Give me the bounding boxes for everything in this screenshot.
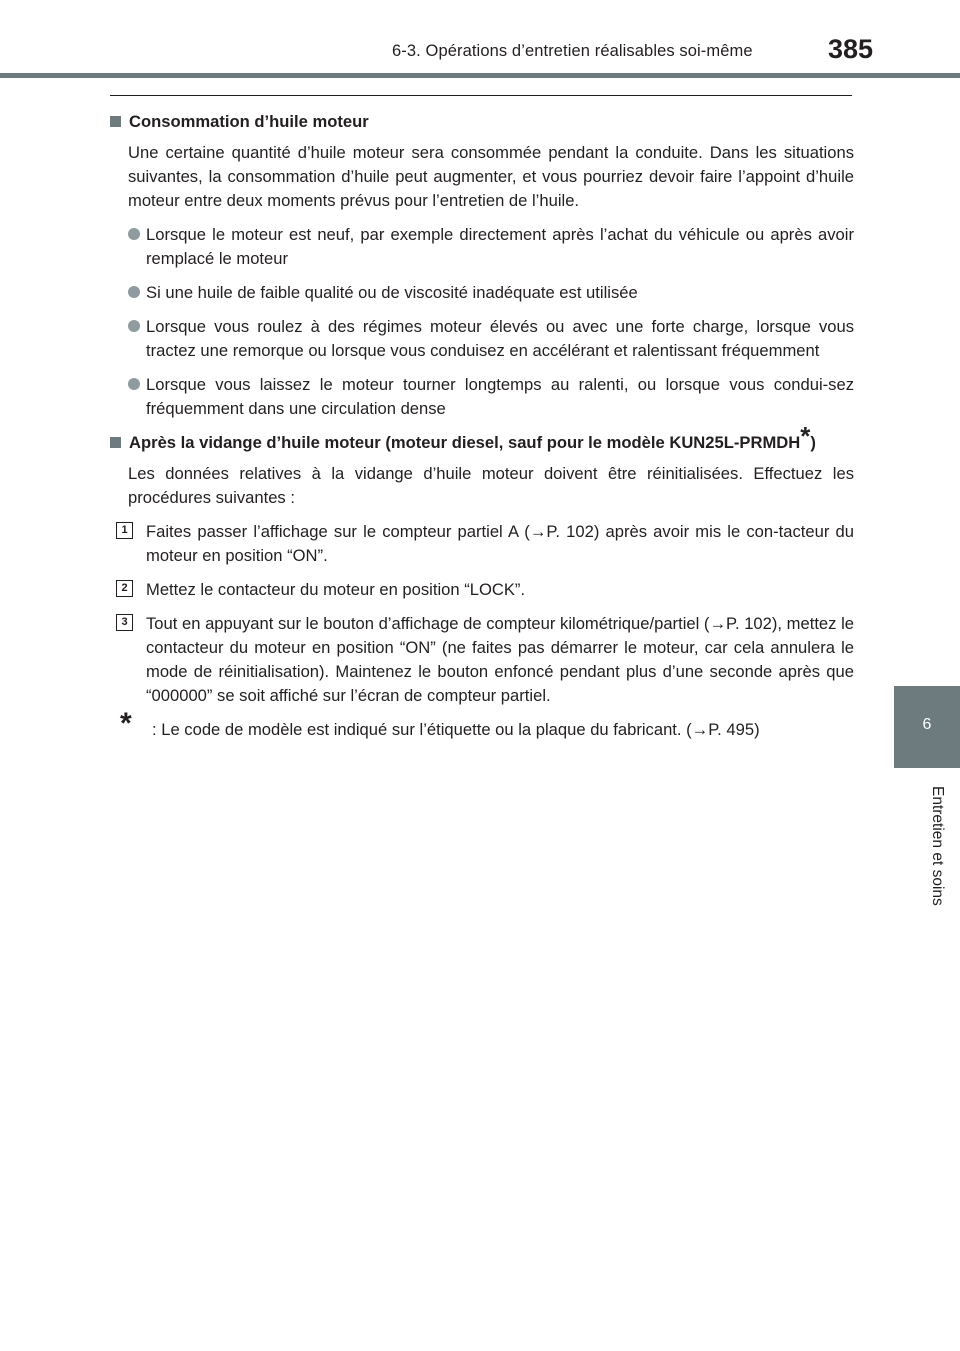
- circle-bullet-icon: [128, 286, 140, 298]
- footnote: [110, 707, 854, 742]
- step-text: Tout en appuyant sur le bouton d’affichage de compteur kilométrique/partiel (→P. 102), mettez le contacteur du moteur en position “ON” (ne faites pas démarrer le moteur, car cela annulera le mode de réinitialisation). Maintenez le bouton enfoncé pendant plus d’une seconde après que “000000” se soit affiché sur l’écran de compteur partiel.: [146, 614, 854, 705]
- procedure-step: [110, 520, 854, 568]
- step-number-badge: 3: [116, 614, 133, 631]
- page-header: [0, 0, 960, 80]
- chapter-label-container: [926, 786, 946, 926]
- page-content: [110, 110, 854, 742]
- list-item: [110, 223, 854, 271]
- step-number-badge: 1: [116, 522, 133, 539]
- circle-bullet-icon: [128, 320, 140, 332]
- section-intro: Une certaine quantité d’huile moteur sera consommée pendant la conduite. Dans les situations suivantes, la consommation d’huile peut augmenter, et vous pourriez devoir faire l’appoint d’huile moteur entre deux moments prévus pour l’entretien de l’huile.: [128, 143, 854, 210]
- header-rule: [0, 73, 960, 78]
- chapter-label: Entretien et soins: [929, 786, 946, 906]
- content-top-rule: [110, 95, 852, 96]
- section-title: 6-3. Opérations d’entretien réalisables soi-même: [392, 42, 753, 60]
- section-intro: Les données relatives à la vidange d’huile moteur doivent être réinitialisées. Effectuez les procédures suivantes :: [128, 464, 854, 507]
- step-text: Mettez le contacteur du moteur en position “LOCK”.: [146, 580, 526, 599]
- list-item: [110, 315, 854, 363]
- asterisk-mark: *: [120, 707, 132, 740]
- list-item-text: Lorsque le moteur est neuf, par exemple directement après l’achat du véhicule ou après avoir remplacé le moteur: [146, 225, 854, 268]
- procedure-step: [110, 578, 854, 602]
- list-item-text: Si une huile de faible qualité ou de viscosité inadéquate est utilisée: [146, 283, 638, 302]
- circle-bullet-icon: [128, 228, 140, 240]
- square-bullet-icon: [110, 116, 121, 127]
- chapter-tab[interactable]: [894, 686, 960, 768]
- heading-text: Consommation d’huile moteur: [129, 112, 369, 131]
- footnote-text: : Le code de modèle est indiqué sur l’étiquette ou la plaque du fabricant. (→P. 495): [152, 720, 760, 739]
- section-heading-oil-change-reset: [110, 421, 854, 455]
- asterisk-mark: *: [800, 421, 811, 452]
- heading-close: ): [810, 433, 816, 452]
- list-item-text: Lorsque vous roulez à des régimes moteur élevés ou avec une forte charge, lorsque vous tractez une remorque ou lorsque vous conduisez en accélérant et ralentissant fréquemment: [146, 317, 854, 360]
- list-item-text: Lorsque vous laissez le moteur tourner longtemps au ralenti, ou lorsque vous condui-sez fréquemment dans une circulation dense: [146, 375, 854, 418]
- list-item: [110, 281, 854, 305]
- page-number: 385: [828, 34, 874, 64]
- step-text: Faites passer l’affichage sur le compteur partiel A (→P. 102) après avoir mis le con-tacteur du moteur en position “ON”.: [146, 522, 854, 565]
- list-item: [110, 373, 854, 421]
- square-bullet-icon: [110, 437, 121, 448]
- heading-text: Après la vidange d’huile moteur (moteur diesel, sauf pour le modèle KUN25L-PRMDH: [129, 433, 801, 452]
- section-heading-oil-consumption: [110, 110, 854, 134]
- step-number-badge: 2: [116, 580, 133, 597]
- procedure-step: [110, 612, 854, 708]
- chapter-number: 6: [922, 716, 932, 733]
- circle-bullet-icon: [128, 378, 140, 390]
